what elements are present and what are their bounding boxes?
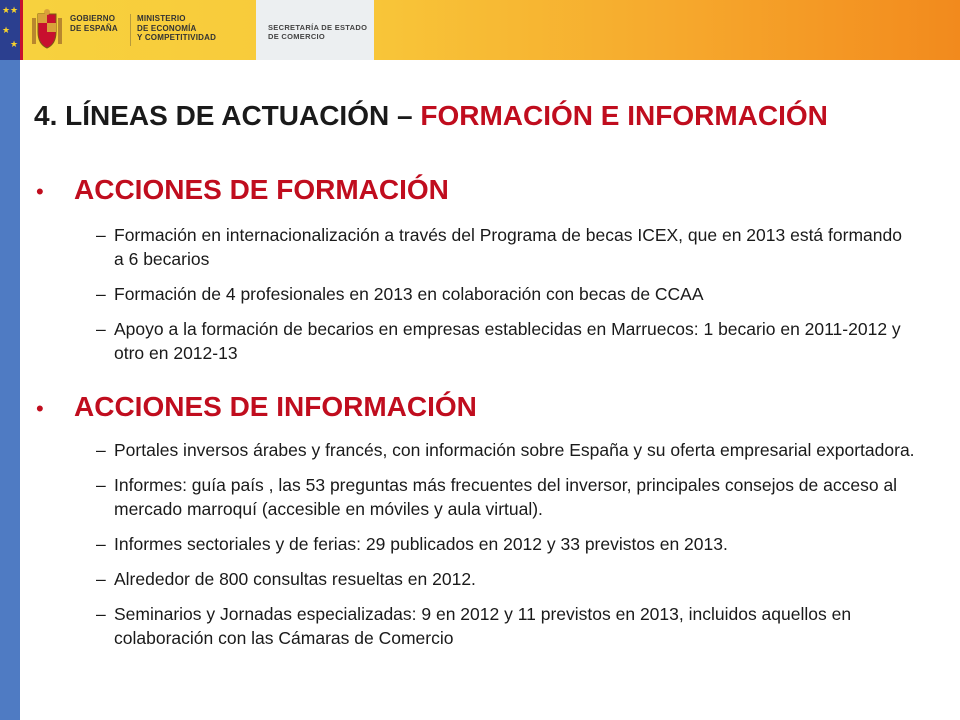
dash-icon: –	[96, 569, 106, 589]
dash-icon: –	[96, 319, 106, 339]
secretaria-logo-text: SECRETARÍA DE ESTADO DE COMERCIO	[268, 23, 368, 41]
list-item: – Informes: guía país , las 53 preguntas más frecuentes del inversor, principales consejos de acceso al mercado marroquí (accesible en móviles y aula virtual).	[96, 475, 898, 519]
section-heading-informacion: ACCIONES DE INFORMACIÓN	[74, 391, 477, 422]
list-item: – Seminarios y Jornadas especializadas: 9 en 2012 y 11 previstos en 2013, incluidos aquellos en colaboración con las Cámaras de Comercio	[96, 604, 852, 648]
dash-icon: –	[96, 604, 106, 624]
list-item: – Alrededor de 800 consultas resueltas en 2012.	[96, 569, 476, 589]
dash-icon: –	[96, 284, 106, 304]
star-icon: ★	[2, 25, 11, 35]
title-highlight: FORMACIÓN E INFORMACIÓN	[420, 100, 828, 131]
gobierno-logo-text: GOBIERNO DE ESPAÑA	[70, 14, 118, 33]
star-icon: ★	[2, 5, 11, 15]
formacion-list	[96, 223, 916, 376]
informacion-list	[96, 438, 916, 661]
bullet-icon: •	[36, 396, 44, 421]
header-banner	[0, 0, 960, 60]
title-prefix: 4. LÍNEAS DE ACTUACIÓN –	[34, 100, 421, 131]
ministry-logo-text: MINISTERIO DE ECONOMÍA Y COMPETITIVIDAD	[130, 14, 216, 46]
dash-icon: –	[96, 225, 106, 245]
slide-title	[34, 100, 944, 132]
list-item: – Informes sectoriales y de ferias: 29 publicados en 2012 y 33 previstos en 2013.	[96, 534, 728, 554]
flag-stripe	[20, 0, 23, 60]
dash-icon: –	[96, 440, 106, 460]
left-accent-bar	[0, 60, 20, 720]
list-item: – Apoyo a la formación de becarios en empresas establecidas en Marruecos: 1 becario en 2011-2012 y otro en 2012-13	[96, 319, 901, 363]
section-heading-formacion: ACCIONES DE FORMACIÓN	[74, 174, 449, 205]
eu-flag-strip	[0, 0, 20, 60]
dash-icon: –	[96, 534, 106, 554]
star-icon: ★	[10, 39, 19, 49]
list-item: – Portales inversos árabes y francés, con información sobre España y su oferta empresarial exportadora.	[96, 440, 915, 460]
coat-of-arms-icon	[30, 8, 64, 52]
star-icon: ★	[10, 5, 19, 15]
list-item: – Formación de 4 profesionales en 2013 en colaboración con becas de CCAA	[96, 284, 704, 304]
list-item: – Formación en internacionalización a través del Programa de becas ICEX, que en 2013 está formando a 6 becarios	[96, 225, 902, 269]
bullet-icon: •	[36, 179, 44, 204]
dash-icon: –	[96, 475, 106, 495]
